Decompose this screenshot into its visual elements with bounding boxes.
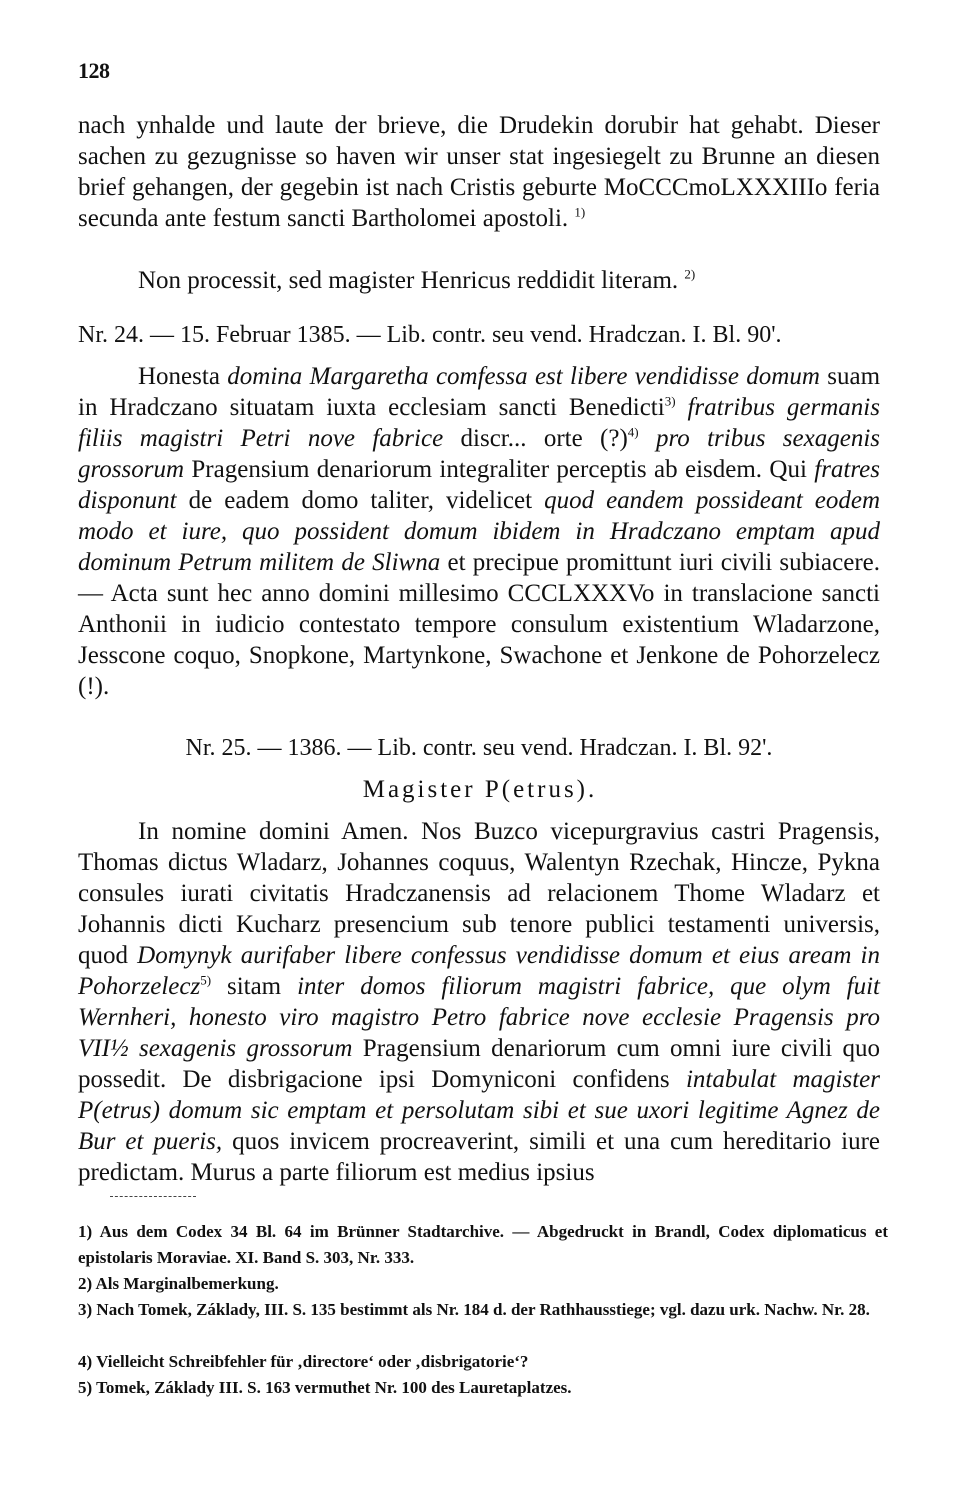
entry-25-body: [78, 816, 880, 1188]
text-run: Honesta: [138, 363, 220, 390]
entry-25-title: Magister P(etrus).: [362, 776, 598, 803]
page-number: 128: [78, 58, 110, 83]
entry-25-heading: Nr. 25. — 1386. — Lib. contr. seu vend. Hradczan. I. Bl. 92'.: [185, 735, 773, 761]
footnote-text: Nach Tomek, Základy, III. S. 135 bestimmt als Nr. 184 d. der Rathhausstiege; vgl. dazu urk. Nachw. Nr. 28.: [96, 1300, 870, 1319]
italic-run: domina Margaretha comfessa est libere vendidisse domum: [227, 363, 820, 390]
footnote-mark: 4): [78, 1352, 93, 1371]
text-run: sitam: [226, 973, 282, 1000]
paragraph-text: Non processit, sed magister Henricus reddidit literam.: [138, 267, 679, 294]
footnote-mark: 3): [78, 1300, 93, 1319]
italic-run: intabulat magister P(etrus) domum sic emptam et persolutam sibi et sue uxori legitime Agnez de Bur et pueris,: [78, 1066, 881, 1155]
italic-run: fratres disponunt: [78, 456, 880, 514]
text-run: et precipue promittunt iuri civili subiacere. — Acta sunt hec anno domini millesimo CCCLXXXVo in translacione sancti Anthonii in iudicio contestato tempore consulum existentium Wladarzone, Jesscone coquo, Snopkone, Martynkone, Swachone et Jenkone de Pohorzelecz (!).: [78, 549, 881, 700]
text-run: de eadem domo taliter, videlicet: [188, 487, 533, 514]
footnote-mark: 5): [78, 1378, 93, 1397]
footnote-ref-4: 4): [627, 424, 639, 440]
italic-run: pro tribus sexagenis grossorum: [78, 425, 880, 483]
footnote-ref-2: 2): [684, 266, 696, 282]
footnote-text: Als Marginalbemerkung.: [95, 1274, 279, 1293]
text-run: suam in Hradczano situatam iuxta ecclesiam sancti Benedicti: [78, 363, 881, 421]
footnote-divider: [110, 1196, 196, 1197]
footnote-5: [78, 1375, 888, 1401]
footnote-ref-1: 1): [574, 204, 586, 220]
footnote-ref-5: 5): [200, 972, 212, 988]
text-run: discr... orte (?): [460, 425, 628, 452]
footnote-1: [78, 1219, 888, 1271]
footnote-mark: 2): [78, 1274, 93, 1293]
italic-run: quod eandem possideant eodem modo et iure, quo possident domum ibidem in Hradczano emptam apud dominum Petrum militem de Sliwna: [78, 487, 881, 576]
text-run: Pragensium denariorum cum omni iure civili quo possedit. De disbrigacione ipsi Domyniconi confidens: [78, 1035, 881, 1093]
footnote-ref-3: 3): [664, 393, 676, 409]
paragraph-letter-closing: [78, 110, 880, 234]
footnote-mark: 1): [78, 1222, 93, 1241]
italic-run: fratribus germanis filiis magistri Petri nove fabrice: [78, 394, 880, 452]
footnote-text: Tomek, Základy III. S. 163 vermuthet Nr. 100 des Lauretaplatzes.: [96, 1378, 572, 1397]
text-run: In nomine domini Amen. Nos Buzco vicepurgravius castri Pragensis, Thomas dictus Wladarz, Johannes coquus, Walentyn Rzechak, Hincze, Pykna consules iurati civitatis Hradczanensis ad relacionem Thome Wladarz et Johannis dicti Kucharz presencium sub tenore publici testamenti universis, quod: [78, 818, 880, 969]
italic-run: Domynyk aurifaber libere confessus vendidisse domum et eius aream in Pohorzelecz: [78, 942, 881, 1000]
footnote-4: [78, 1349, 888, 1375]
footnote-text: Aus dem Codex 34 Bl. 64 im Brünner Stadtarchive. — Abgedruckt in Brandl, Codex diplomaticus et epistolaris Moraviae. XI. Band S. 303, Nr. 333.: [78, 1222, 889, 1267]
italic-run: inter domos filiorum magistri fabrice, que olym fuit Wernheri, honesto viro magistro Petro fabrice nove ecclesie Pragensis pro VII½ sexagenis grossorum: [78, 973, 881, 1062]
footnote-2: [78, 1271, 888, 1297]
text-run: quos invicem procreaverint, simili et una cum hereditario iure predictam. Murus a parte filiorum est medius ipsius: [78, 1128, 881, 1186]
footnote-text: Vielleicht Schreibfehler für ‚directore‘ oder ‚disbrigatorie‘?: [96, 1352, 529, 1371]
entry-24-heading: Nr. 24. — 15. Februar 1385. — Lib. contr. seu vend. Hradczan. I. Bl. 90'.: [78, 322, 782, 348]
paragraph-text: nach ynhalde und laute der brieve, die Drudekin dorubir hat gehabt. Dieser sachen zu gezugnisse so haven wir unser stat ingesiegelt zu Brunne an diesen brief gehangen, der gegebin ist nach Cristis geburte MoCCCmoLXXXIIIo feria secunda ante festum sancti Bartholomei apostoli.: [78, 112, 880, 232]
entry-24-body: [78, 361, 880, 702]
footnote-3: [78, 1297, 888, 1323]
paragraph-marginal-note: [78, 265, 880, 296]
text-run: Pragensium denariorum integraliter perceptis ab eisdem. Qui: [191, 456, 807, 483]
